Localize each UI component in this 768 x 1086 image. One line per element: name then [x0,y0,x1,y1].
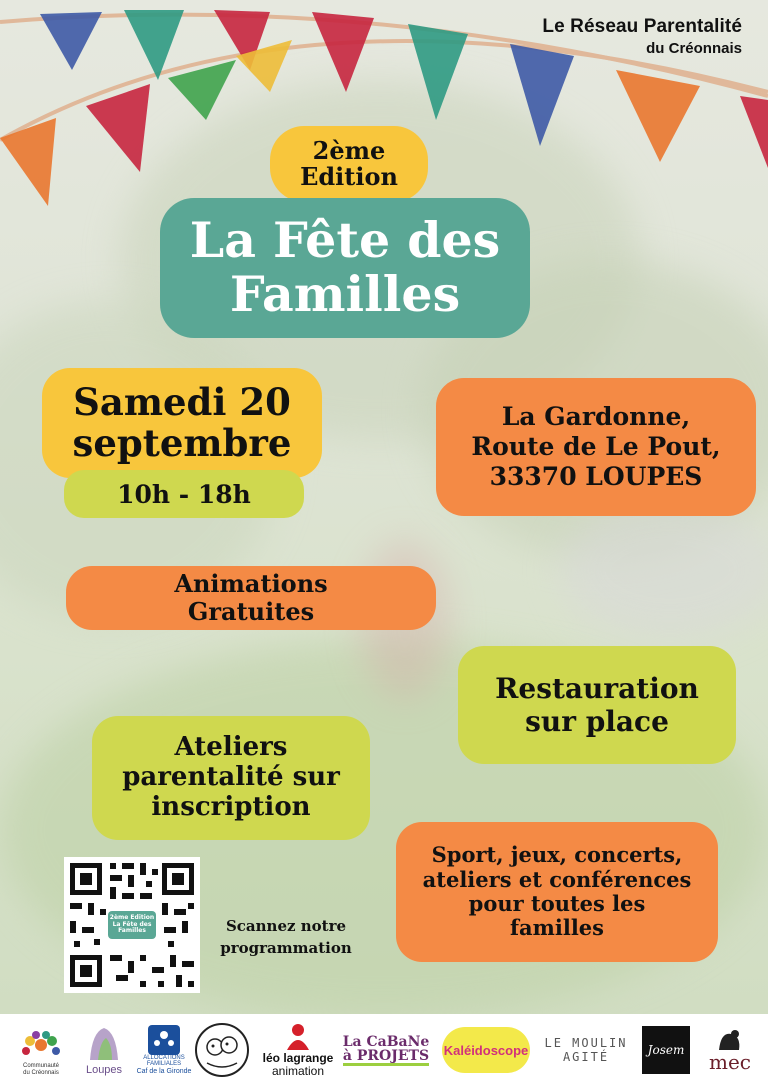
moulin-label-1: LE MOULIN [544,1035,628,1050]
svg-text:Communauté: Communauté [22,1063,60,1069]
caf-label-1: ALLOCATIONS FAMILIALES [143,1054,185,1068]
edition-number: 2ème [312,136,386,166]
title-line-2: Familles [229,265,461,323]
program-qr-code[interactable] [64,857,200,993]
caf-logo-icon [148,1025,180,1055]
leo-label-1: léo lagrange [262,1050,334,1065]
ateliers-line-3: inscription [151,791,311,822]
scan-line-1: Scannez notre [225,917,347,935]
animations-line-2: Gratuites [187,597,315,626]
event-address [436,378,756,516]
scan-instruction [206,916,366,960]
restauration-line-2: sur place [525,705,669,738]
partner-mec [700,1014,760,1086]
partner-moulin-agite [540,1014,632,1086]
flag-icon [740,96,768,168]
caf-label-2: Caf de la Gironde [136,1067,192,1075]
ateliers-line-1: Ateliers [174,732,288,763]
loupes-label: Loupes [85,1063,123,1076]
date-line-2: septembre [72,421,292,465]
loupes-logo-icon [84,1024,124,1064]
activities-list [396,822,718,962]
flag-icon [616,70,700,162]
partner-loupes [78,1014,130,1086]
sport-line-3: pour toutes les [468,891,646,916]
free-activities [66,566,436,630]
partner-kaleidoscope [440,1014,532,1086]
leo-lagrange-logo-icon [283,1022,313,1052]
edition-label: Edition [300,162,398,191]
edition-badge [270,126,428,202]
mec-logo-icon [715,1028,745,1052]
sport-line-2: ateliers et conférences [422,866,692,892]
moulin-label-2: AGITÉ [562,1050,610,1064]
flag-icon [408,24,468,120]
scan-line-2: programmation [220,938,352,957]
animations-line-1: Animations [174,569,328,599]
flag-icon [86,84,150,172]
flag-icon [312,12,374,92]
josem-label: Josem [642,1026,690,1074]
catering-info [458,646,736,764]
partner-leo-lagrange [262,1014,334,1086]
sport-line-1: Sport, jeux, concerts, [431,842,683,868]
qr-center-label [108,911,156,939]
flag-icon [0,118,56,206]
event-date [42,368,322,478]
sport-line-4: familles [510,915,604,941]
qr-label-line-2: La Fête des Familles [112,920,152,935]
event-hours [64,470,304,518]
partner-caf [136,1014,192,1086]
cabane-label-2: à PROJETS [342,1047,430,1064]
address-line-1: La Gardonne, [501,402,691,431]
svg-text:du Créonnais: du Créonnais [23,1070,59,1076]
partner-ribambelle [190,1014,254,1086]
mec-label: mec [708,1050,751,1074]
event-title [160,198,530,338]
parenting-workshops [92,716,370,840]
hours-text: 10h - 18h [117,479,251,509]
restauration-line-1: Restauration [495,671,699,705]
organizer-name: Le Réseau Parentalité [542,16,742,37]
qr-label-line-1: 2ème Edition [109,914,155,922]
organizer-area: du Créonnais [646,40,742,57]
flag-icon [510,44,574,146]
partner-logos [0,1014,768,1086]
partner-ccc [10,1014,72,1086]
address-line-2: Route de Le Pout, [471,432,721,461]
ccc-logo-icon [12,1021,70,1079]
ateliers-line-2: parentalité sur [122,762,340,793]
cabane-label-1: La CaBaNe [342,1033,430,1050]
address-line-3: 33370 LOUPES [489,462,703,491]
background-tent [560,500,768,640]
organizer [542,16,742,57]
partner-cabane-projets [340,1014,432,1086]
ribambelle-logo-icon [193,1021,251,1079]
kaleidoscope-label: Kaléidoscope [442,1027,530,1073]
leo-label-2: animation [271,1064,325,1078]
title-line-1: La Fête des [189,211,501,270]
date-line-1: Samedi 20 [73,380,291,425]
flag-icon [40,12,102,70]
partner-josem [640,1014,692,1086]
